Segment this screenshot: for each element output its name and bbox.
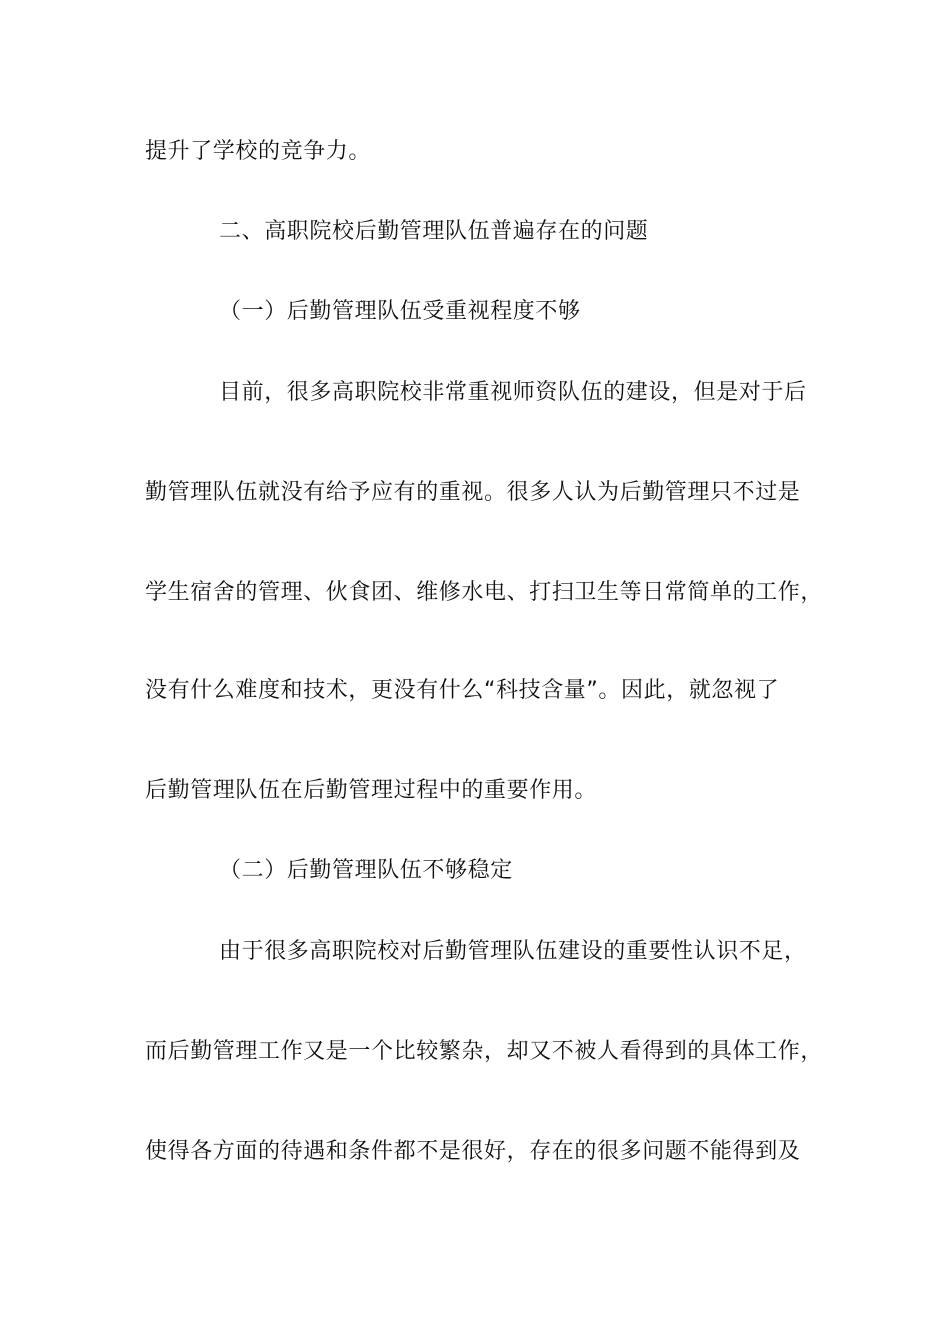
subsection-heading: （二）后勤管理队伍不够稳定 xyxy=(219,858,513,883)
paragraph-line: 勤管理队伍就没有给予应有的重视。很多人认为后勤管理只不过是 xyxy=(145,480,801,505)
paragraph-line: 使得各方面的待遇和条件都不是很好，存在的很多问题不能得到及 xyxy=(145,1139,801,1164)
section-heading: 二、高职院校后勤管理队伍普遍存在的问题 xyxy=(219,219,649,244)
paragraph-line: 学生宿舍的管理、伙食团、维修水电、打扫卫生等日常简单的工作， xyxy=(145,580,824,605)
paragraph-line: 提升了学校的竞争力。 xyxy=(145,139,372,164)
paragraph-line: 目前，很多高职院校非常重视师资队伍的建设，但是对于后 xyxy=(219,380,807,405)
paragraph-line: 由于很多高职院校对后勤管理队伍建设的重要性认识不足， xyxy=(219,939,807,964)
paragraph-line: 后勤管理队伍在后勤管理过程中的重要作用。 xyxy=(145,778,598,803)
paragraph-line: 而后勤管理工作又是一个比较繁杂，却又不被人看得到的具体工作， xyxy=(145,1039,824,1064)
paragraph-line: 没有什么难度和技术，更没有什么“科技含量”。因此，就忽视了 xyxy=(145,678,780,703)
subsection-heading: （一）后勤管理队伍受重视程度不够 xyxy=(219,299,581,324)
